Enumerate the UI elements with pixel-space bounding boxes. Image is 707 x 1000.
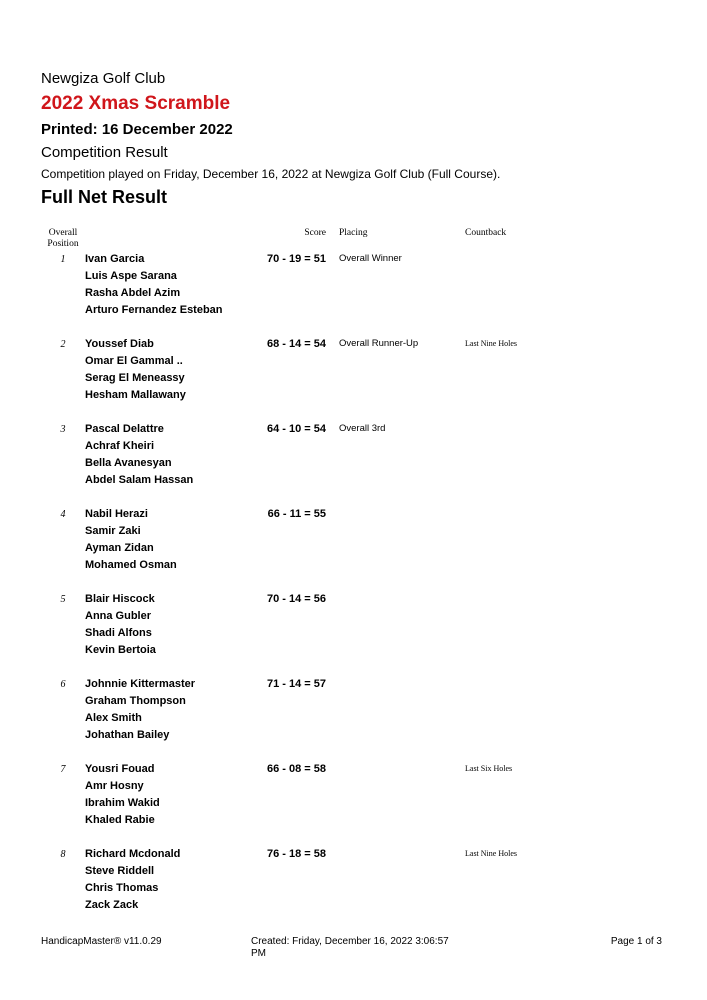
player-name: Youssef Diab	[85, 338, 154, 350]
player-name: Kevin Bertoia	[85, 644, 156, 656]
column-header-countback: Countback	[465, 228, 507, 238]
player-name: Khaled Rabie	[85, 814, 155, 826]
net-score: 71 - 14 = 57	[266, 678, 326, 690]
team-names	[85, 848, 180, 916]
net-score: 70 - 19 = 51	[266, 253, 326, 265]
footer-page-number: Page 1 of 3	[610, 936, 662, 947]
placing-label: Overall Runner-Up	[339, 338, 419, 349]
team-names	[85, 253, 223, 321]
player-name: Abdel Salam Hassan	[85, 474, 194, 486]
competition-title: 2022 Xmas Scramble	[41, 93, 231, 114]
player-name: Samir Zaki	[85, 525, 141, 537]
net-score: 66 - 11 = 55	[267, 508, 326, 520]
player-name: Serag El Meneassy	[85, 372, 185, 384]
result-entry	[0, 508, 707, 593]
result-entry	[0, 593, 707, 678]
net-score: 76 - 18 = 58	[266, 848, 326, 860]
results-list	[0, 253, 707, 933]
result-entry	[0, 848, 707, 933]
player-name: Ibrahim Wakid	[85, 797, 160, 809]
player-name: Omar El Gammal ..	[85, 355, 183, 367]
player-name: Arturo Fernandez Esteban	[85, 304, 223, 316]
played-on-text: Competition played on Friday, December 16, 2022 at Newgiza Golf Club (Full Course).	[41, 167, 501, 181]
section-title: Full Net Result	[41, 187, 168, 207]
overall-position: 1	[60, 254, 66, 265]
player-name: Richard Mcdonald	[85, 848, 181, 860]
player-name: Alex Smith	[85, 712, 142, 724]
player-name: Amr Hosny	[85, 780, 144, 792]
player-name: Yousri Fouad	[85, 763, 155, 775]
placing-label: Overall Winner	[339, 253, 402, 264]
footer-software: HandicapMaster® v11.0.29	[41, 936, 162, 947]
overall-position: 3	[60, 424, 66, 435]
result-entry	[0, 763, 707, 848]
player-name: Johathan Bailey	[85, 729, 170, 741]
player-name: Graham Thompson	[85, 695, 186, 707]
team-names	[85, 678, 195, 746]
team-names	[85, 508, 177, 576]
overall-position: 6	[60, 679, 66, 690]
result-entry	[0, 423, 707, 508]
player-name: Hesham Mallawany	[85, 389, 186, 401]
result-subheading: Competition Result	[41, 144, 168, 161]
player-name: Anna Gubler	[85, 610, 152, 622]
column-header-placing: Placing	[339, 228, 368, 238]
player-name: Achraf Kheiri	[85, 440, 155, 452]
player-name: Chris Thomas	[85, 882, 159, 894]
overall-position: 7	[60, 764, 66, 775]
printed-date: Printed: 16 December 2022	[41, 121, 233, 138]
club-name: Newgiza Golf Club	[41, 70, 166, 87]
net-score: 70 - 14 = 56	[266, 593, 326, 605]
overall-position: 5	[60, 594, 66, 605]
net-score: 68 - 14 = 54	[266, 338, 326, 350]
result-entry	[0, 338, 707, 423]
net-score: 66 - 08 = 58	[266, 763, 326, 775]
player-name: Bella Avanesyan	[85, 457, 172, 469]
overall-position: 4	[60, 509, 66, 520]
player-name: Blair Hiscock	[85, 593, 155, 605]
player-name: Johnnie Kittermaster	[85, 678, 196, 690]
column-header-position: Overall Position	[47, 228, 79, 249]
result-entry	[0, 678, 707, 763]
player-name: Rasha Abdel Azim	[85, 287, 181, 299]
team-names	[85, 593, 156, 661]
countback-label: Last Nine Holes	[465, 849, 517, 858]
result-entry	[0, 253, 707, 338]
player-name: Steve Riddell	[85, 865, 155, 877]
footer-created: Created: Friday, December 16, 2022 3:06:57 PM	[251, 936, 449, 959]
player-name: Luis Aspe Sarana	[85, 270, 177, 282]
player-name: Mohamed Osman	[85, 559, 177, 571]
player-name: Shadi Alfons	[85, 627, 152, 639]
placing-label: Overall 3rd	[339, 423, 386, 434]
player-name: Nabil Herazi	[85, 508, 148, 520]
net-score: 64 - 10 = 54	[266, 423, 326, 435]
player-name: Ayman Zidan	[85, 542, 154, 554]
overall-position: 8	[60, 849, 66, 860]
overall-position: 2	[60, 339, 66, 350]
column-header-score: Score	[304, 228, 326, 238]
player-name: Zack Zack	[85, 899, 139, 911]
countback-label: Last Nine Holes	[465, 339, 517, 348]
team-names	[85, 338, 186, 406]
player-name: Ivan Garcia	[85, 253, 145, 265]
countback-label: Last Six Holes	[465, 764, 513, 773]
team-names	[85, 763, 160, 831]
player-name: Pascal Delattre	[85, 423, 164, 435]
team-names	[85, 423, 193, 491]
